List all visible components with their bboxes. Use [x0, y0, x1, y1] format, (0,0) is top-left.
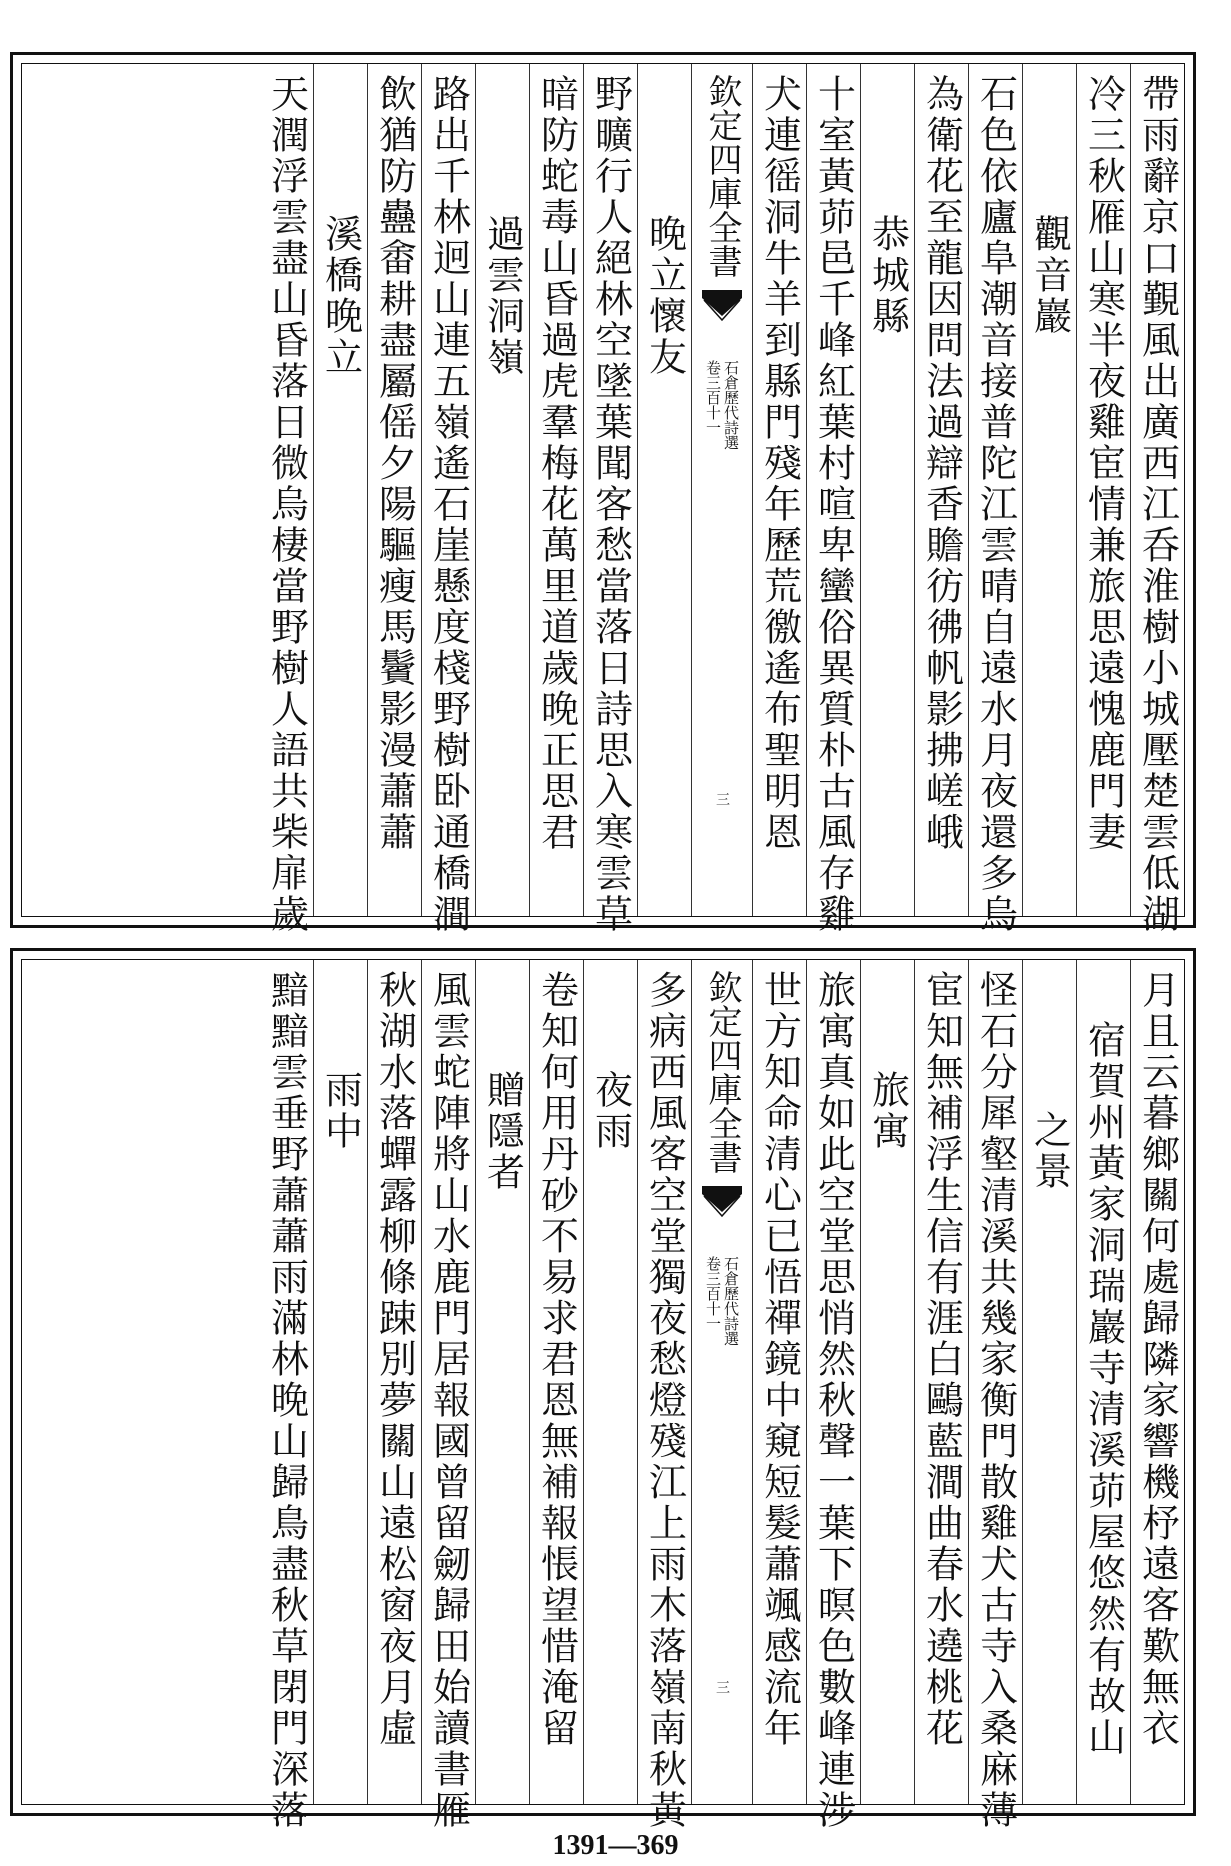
poem-title-column — [637, 64, 691, 916]
poem-title-column — [475, 960, 529, 1804]
poem-line: 犬連徭洞牛羊到縣門殘年歷荒徼遙布聖明恩 — [757, 74, 802, 853]
poem-line: 路出千林迥山連五嶺遙石崖懸度棧野樹卧通橋澗 — [426, 74, 471, 935]
text-column — [914, 64, 968, 916]
text-column — [367, 64, 421, 916]
fish-tail-mark-icon — [700, 286, 744, 330]
poem-title-column — [313, 64, 367, 916]
poem-line: 黯黯雲垂野蕭蕭雨滿林晚山歸鳥盡秋草閉門深落 — [264, 970, 309, 1831]
text-column — [421, 960, 475, 1831]
text-column — [637, 960, 691, 1831]
text-column — [806, 64, 860, 935]
poem-line: 帶雨辭京口覲風出廣西江呑淮樹小城壓楚雲低湖 — [1135, 74, 1180, 935]
text-column — [421, 64, 475, 935]
poem-line: 為衛花至龍因問法過辯香贍彷彿帆影拂嵯峨 — [919, 74, 964, 853]
poem-title-column — [1076, 960, 1130, 1804]
poem-title-column — [860, 64, 914, 916]
poem-line: 十室黃茆邑千峰紅葉村喧卑蠻俗異質朴古風存雞 — [811, 74, 856, 935]
poem-title: 觀音巖 — [1027, 214, 1072, 337]
text-column — [529, 64, 583, 916]
poem-title-column — [1022, 64, 1076, 916]
poem-title: 旅寓 — [865, 1070, 910, 1152]
subheader-line: 石倉歷代詩選 — [722, 360, 740, 450]
text-column — [529, 960, 583, 1804]
poem-line: 多病西風客空堂獨夜愁燈殘江上雨木落嶺南秋黃 — [642, 970, 687, 1831]
poem-line: 風雲蛇陣將山水鹿門居報國曾留劒歸田始讀書雁 — [426, 970, 471, 1831]
text-column — [914, 960, 968, 1804]
poem-line: 旅寓真如此空堂思悄然秋聲一葉下暝色數峰連涉 — [811, 970, 856, 1831]
poem-line: 野曠行人絕林空墜葉聞客愁當落日詩思入寒雲草 — [588, 74, 633, 935]
subheader-line: 石倉歷代詩選 — [722, 1256, 740, 1346]
leaf-number: 三 — [714, 792, 730, 806]
text-column — [583, 64, 637, 935]
text-column — [968, 64, 1022, 935]
volume-subheader — [704, 360, 740, 450]
poem-line: 石色依廬阜潮音接普陀江雲晴自遠水月夜還多烏 — [973, 74, 1018, 935]
text-column — [260, 64, 313, 935]
poem-title: 雨中 — [318, 1070, 363, 1152]
page-number-footer: 1391—369 — [552, 1830, 679, 1861]
text-column — [752, 960, 806, 1804]
text-column — [260, 960, 313, 1831]
poem-title: 溪橋晚立 — [318, 214, 363, 378]
poem-line: 月且云暮鄉關何處歸隣家響機杼遠客歎無衣 — [1135, 970, 1180, 1749]
poem-title: 宿賀州黃家洞瑞巖寺清溪茆屋悠然有故山 — [1081, 1020, 1126, 1758]
poem-line: 天潤浮雲盡山昏落日微烏棲當野樹人語共柴扉歲 — [264, 74, 309, 935]
text-column — [968, 960, 1022, 1831]
poem-title-column — [860, 960, 914, 1804]
bottom-page-columns — [21, 959, 1185, 1831]
poem-title: 之景 — [1027, 1110, 1072, 1192]
top-page-columns — [21, 63, 1185, 935]
poem-line: 飲猶防蠱畬耕盡屬傜夕陽驅瘦馬鬢影漫蕭蕭 — [372, 74, 417, 853]
subheader-line: 卷三百十一 — [704, 360, 722, 435]
bottom-page — [10, 948, 1196, 1831]
leaf-number: 三 — [714, 1680, 730, 1694]
poem-title-column — [583, 960, 637, 1804]
poem-line: 秋湖水落蟬露柳條踈別夢關山遠松窗夜月虛 — [372, 970, 417, 1749]
fish-tail-mark-icon — [700, 1182, 744, 1226]
text-column — [1076, 64, 1130, 916]
volume-subheader — [704, 1256, 740, 1346]
poem-title: 恭城縣 — [865, 214, 910, 337]
poem-title-column — [313, 960, 367, 1804]
subheader-line: 卷三百十一 — [704, 1256, 722, 1331]
poem-title: 贈隱者 — [480, 1070, 525, 1193]
poem-title: 夜雨 — [588, 1070, 633, 1152]
poem-line: 宦知無補浮生信有涯白鷗藍澗曲春水遶桃花 — [919, 970, 964, 1749]
poem-line: 卷知何用丹砂不易求君恩無補報悵望惜淹留 — [534, 970, 579, 1749]
center-fold-column — [691, 960, 752, 1804]
text-column — [806, 960, 860, 1831]
poem-title-column — [475, 64, 529, 916]
text-column — [1130, 64, 1184, 935]
text-column — [752, 64, 806, 916]
center-fold-column — [691, 64, 752, 916]
poem-title-column — [1022, 960, 1076, 1804]
top-page — [10, 52, 1196, 935]
poem-line: 暗防蛇毒山昏過虎羣梅花萬里道歲晚正思君 — [534, 74, 579, 853]
poem-title: 晚立懷友 — [642, 214, 687, 378]
book-header: 欽定四庫全書 — [702, 970, 742, 1174]
poem-line: 冷三秋雁山寒半夜雞宦情兼旅思遠愧鹿門妻 — [1081, 74, 1126, 853]
text-column — [367, 960, 421, 1804]
poem-title: 過雲洞嶺 — [480, 214, 525, 378]
poem-line: 世方知命清心已悟禪鏡中窺短髮蕭颯感流年 — [757, 970, 802, 1749]
book-header: 欽定四庫全書 — [702, 74, 742, 278]
poem-line: 怪石分犀壑清溪共幾家衡門散雞犬古寺入桑麻薄 — [973, 970, 1018, 1831]
text-column — [1130, 960, 1184, 1804]
